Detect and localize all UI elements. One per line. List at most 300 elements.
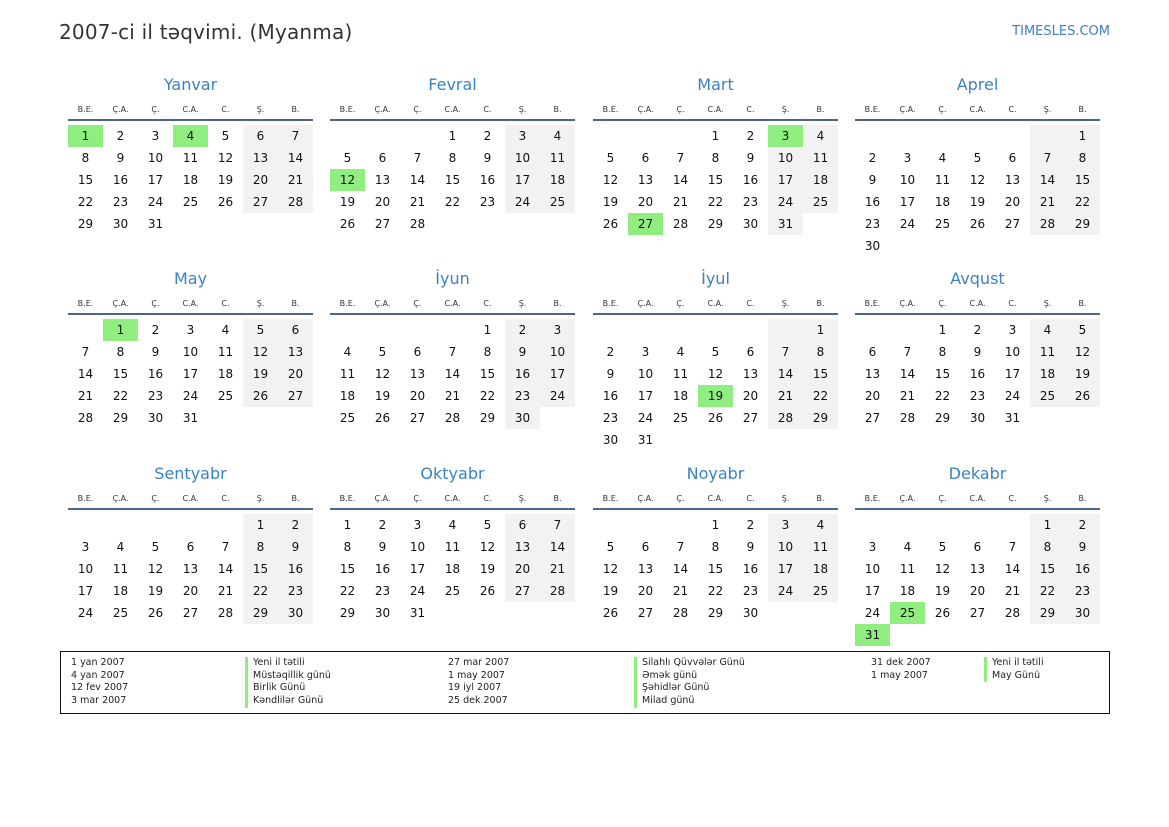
legend-holiday-name: Milad günü [634, 695, 745, 708]
empty-day-cell [803, 213, 838, 235]
day-cell: 26 [374, 411, 391, 425]
day-cell: 26 [243, 385, 278, 407]
day-cell: 14 [768, 363, 803, 385]
day-cell: 6 [413, 345, 422, 359]
day-cell: 27 [864, 411, 881, 425]
day-cell: 12 [934, 562, 951, 576]
day-cell: 14 [77, 367, 94, 381]
day-cell: 4 [221, 323, 230, 337]
day-cell: 13 [742, 367, 759, 381]
weekday-label: Ş. [781, 494, 790, 503]
day-cell: 6 [278, 319, 313, 341]
day-cell: 20 [1004, 195, 1021, 209]
day-cell: 23 [969, 389, 986, 403]
weekday-label: Ç. [151, 494, 160, 503]
day-cell: 11 [444, 540, 461, 554]
empty-day-cell [173, 213, 208, 235]
day-cell: 23 [278, 580, 313, 602]
day-cell: 6 [746, 345, 755, 359]
day-cell: 18 [934, 195, 951, 209]
weekday-label: Ş. [256, 105, 265, 114]
day-cell: 28 [217, 606, 234, 620]
legend-name-column [634, 657, 745, 708]
empty-day-cell [628, 319, 663, 341]
empty-day-cell [330, 319, 365, 341]
legend-date: 25 dek 2007 [448, 695, 508, 707]
day-cell: 29 [803, 407, 838, 429]
empty-day-cell [1065, 624, 1100, 646]
day-cell: 5 [938, 540, 947, 554]
day-cell: 31 [409, 606, 426, 620]
day-cell: 16 [602, 389, 619, 403]
weekday-header [68, 299, 313, 313]
day-cell: 10 [540, 341, 575, 363]
day-cell: 20 [969, 584, 986, 598]
day-cell: 23 [742, 584, 759, 598]
day-cell: 20 [637, 584, 654, 598]
day-cell: 15 [77, 173, 94, 187]
legend-holiday-name: Silahlı Qüvvələr Günü [634, 657, 745, 670]
legend-holiday-name: Əmək günü [634, 670, 745, 683]
day-cell: 25 [217, 389, 234, 403]
day-cell: 1 [711, 518, 720, 532]
day-cell: 4 [540, 125, 575, 147]
day-cell: 4 [1030, 319, 1065, 341]
day-cell: 17 [899, 195, 916, 209]
day-cell: 6 [1008, 151, 1017, 165]
weekday-label: Ç.A. [637, 105, 654, 114]
day-cell: 8 [483, 345, 492, 359]
day-cell: 5 [606, 151, 615, 165]
empty-day-cell [278, 407, 313, 429]
weekday-label: Ç.A. [112, 299, 129, 308]
weekday-label: B.E. [339, 494, 356, 503]
day-cell: 26 [147, 606, 164, 620]
day-cell: 27 [505, 580, 540, 602]
weekday-header [855, 494, 1100, 508]
day-cell: 22 [803, 385, 838, 407]
day-cell: 5 [243, 319, 278, 341]
month-block [68, 74, 313, 235]
month-block [593, 268, 838, 451]
weekday-label: B.E. [864, 105, 881, 114]
weekday-label: B.E. [77, 494, 94, 503]
day-cell: 1 [448, 129, 457, 143]
empty-day-cell [663, 514, 698, 536]
legend-date: 27 mar 2007 [448, 657, 510, 668]
empty-day-cell [890, 624, 925, 646]
weekday-label: Ç. [151, 299, 160, 308]
day-cell: 14 [278, 147, 313, 169]
weekday-label: B. [816, 299, 825, 308]
empty-day-cell [278, 213, 313, 235]
day-cell: 3 [768, 514, 803, 536]
day-cell: 14 [1004, 562, 1021, 576]
day-cell: 15 [339, 562, 356, 576]
day-cell: 12 [707, 367, 724, 381]
day-cell: 24 [505, 191, 540, 213]
weekday-label: B. [816, 494, 825, 503]
day-cell: 19 [479, 562, 496, 576]
month-block [593, 463, 838, 624]
empty-day-cell [960, 125, 995, 147]
day-cell: 12 [602, 562, 619, 576]
day-cell: 10 [409, 540, 426, 554]
weekday-label: Ç.A. [637, 494, 654, 503]
day-cell: 14 [672, 173, 689, 187]
weekday-label: B.E. [602, 494, 619, 503]
day-cell: 9 [746, 151, 755, 165]
day-cell: 16 [1065, 558, 1100, 580]
day-cell: 5 [1065, 319, 1100, 341]
legend-date: 19 iyl 2007 [448, 682, 502, 694]
days-grid [855, 125, 1100, 257]
weekday-label: C. [1008, 299, 1017, 308]
page-title: 2007-ci il təqvimi. (Myanma) [59, 20, 353, 44]
day-cell: 29 [112, 411, 129, 425]
day-cell: 2 [868, 151, 877, 165]
weekday-label: C. [746, 494, 755, 503]
day-cell: 2 [973, 323, 982, 337]
day-cell: 7 [81, 345, 90, 359]
empty-day-cell [698, 429, 733, 451]
legend-date-column [71, 657, 128, 708]
day-cell: 7 [903, 345, 912, 359]
day-cell: 23 [147, 389, 164, 403]
day-cell: 24 [147, 195, 164, 209]
day-cell: 2 [1065, 514, 1100, 536]
day-cell: 30 [147, 411, 164, 425]
day-cell: 22 [707, 195, 724, 209]
day-cell: 20 [637, 195, 654, 209]
day-cell: 18 [182, 173, 199, 187]
weekday-label: Ç. [676, 494, 685, 503]
day-cell: 22 [444, 195, 461, 209]
day-cell: 22 [1065, 191, 1100, 213]
empty-day-cell [505, 213, 540, 235]
weekday-header [593, 494, 838, 508]
day-cell: 26 [602, 217, 619, 231]
empty-day-cell [995, 624, 1030, 646]
day-cell: 25 [182, 195, 199, 209]
day-cell: 22 [1030, 580, 1065, 602]
weekday-label: C.A. [182, 105, 199, 114]
day-cell: 11 [540, 147, 575, 169]
day-cell: 9 [746, 540, 755, 554]
day-cell: 7 [1008, 540, 1017, 554]
day-cell: 30 [969, 411, 986, 425]
weekday-label: B. [553, 494, 562, 503]
legend-date: 1 yan 2007 [71, 657, 125, 668]
days-grid [68, 319, 313, 429]
day-cell: 6 [641, 540, 650, 554]
day-cell: 8 [116, 345, 125, 359]
day-cell: 28 [1004, 606, 1021, 620]
day-cell: 14 [217, 562, 234, 576]
day-cell: 2 [116, 129, 125, 143]
day-cell: 14 [540, 536, 575, 558]
weekday-label: Ş. [1043, 494, 1052, 503]
day-cell: 10 [864, 562, 881, 576]
empty-day-cell [890, 514, 925, 536]
day-cell: 7 [413, 151, 422, 165]
days-grid [68, 514, 313, 624]
day-cell: 15 [1030, 558, 1065, 580]
empty-day-cell [138, 514, 173, 536]
day-cell: 20 [505, 558, 540, 580]
day-cell: 20 [742, 389, 759, 403]
day-cell: 2 [746, 518, 755, 532]
day-cell: 4 [448, 518, 457, 532]
day-cell: 8 [243, 536, 278, 558]
legend-date-column [448, 657, 509, 708]
day-cell: 18 [112, 584, 129, 598]
day-cell: 7 [1030, 147, 1065, 169]
day-cell: 13 [505, 536, 540, 558]
day-cell: 5 [711, 345, 720, 359]
month-name: Mart [697, 75, 734, 94]
day-cell: 18 [672, 389, 689, 403]
day-cell: 7 [221, 540, 230, 554]
day-cell: 29 [707, 606, 724, 620]
empty-day-cell [593, 125, 628, 147]
weekday-label: Ç.A. [899, 494, 916, 503]
empty-day-cell [768, 602, 803, 624]
day-cell: 9 [606, 367, 615, 381]
day-cell: 3 [540, 319, 575, 341]
weekday-header [855, 105, 1100, 119]
weekday-label: Ş. [1043, 105, 1052, 114]
day-cell: 21 [77, 389, 94, 403]
month-block [855, 463, 1100, 646]
day-cell: 11 [803, 147, 838, 169]
day-cell: 27 [278, 385, 313, 407]
weekday-label: Ç. [413, 494, 422, 503]
day-cell: 20 [374, 195, 391, 209]
weekday-label: Ç.A. [112, 105, 129, 114]
day-cell: 1 [243, 514, 278, 536]
weekday-label: C. [1008, 105, 1017, 114]
weekday-label: Ç.A. [374, 299, 391, 308]
day-cell: 2 [606, 345, 615, 359]
empty-day-cell [960, 624, 995, 646]
days-grid [330, 514, 575, 624]
day-cell: 7 [676, 540, 685, 554]
day-cell: 26 [969, 217, 986, 231]
day-cell: 16 [969, 367, 986, 381]
day-cell: 19 [217, 173, 234, 187]
day-cell: 3 [186, 323, 195, 337]
empty-day-cell [698, 319, 733, 341]
day-cell: 20 [864, 389, 881, 403]
day-cell: 15 [934, 367, 951, 381]
day-cell: 5 [973, 151, 982, 165]
weekday-header [330, 494, 575, 508]
day-cell: 12 [147, 562, 164, 576]
empty-day-cell [1065, 407, 1100, 429]
empty-day-cell [960, 514, 995, 536]
day-cell: 13 [864, 367, 881, 381]
legend-date: 31 dek 2007 [871, 657, 931, 668]
day-cell: 9 [505, 341, 540, 363]
day-cell: 13 [637, 562, 654, 576]
day-cell: 11 [899, 562, 916, 576]
days-grid [330, 125, 575, 235]
day-cell: 18 [1030, 363, 1065, 385]
day-cell: 15 [112, 367, 129, 381]
weekday-label: B.E. [339, 299, 356, 308]
day-cell: 17 [77, 584, 94, 598]
day-cell: 20 [409, 389, 426, 403]
day-cell: 6 [243, 125, 278, 147]
weekday-label: C.A. [969, 105, 986, 114]
day-cell: 20 [182, 584, 199, 598]
day-cell: 3 [505, 125, 540, 147]
day-cell: 28 [672, 217, 689, 231]
day-cell: 12 [479, 540, 496, 554]
weekday-header [855, 299, 1100, 313]
empty-day-cell [995, 514, 1030, 536]
empty-day-cell [435, 319, 470, 341]
empty-day-cell [925, 125, 960, 147]
empty-day-cell [733, 429, 768, 451]
day-cell: 5 [151, 540, 160, 554]
day-cell: 30 [742, 606, 759, 620]
day-cell: 3 [1008, 323, 1017, 337]
day-cell: 12 [217, 151, 234, 165]
day-cell: 13 [1004, 173, 1021, 187]
day-cell: 7 [448, 345, 457, 359]
day-cell: 31 [182, 411, 199, 425]
day-cell: 4 [803, 514, 838, 536]
day-cell: 17 [768, 169, 803, 191]
day-cell: 29 [77, 217, 94, 231]
day-cell: 16 [147, 367, 164, 381]
day-cell: 21 [672, 195, 689, 209]
weekday-label: Ş. [518, 494, 527, 503]
day-cell: 18 [217, 367, 234, 381]
day-cell: 8 [938, 345, 947, 359]
empty-day-cell [768, 429, 803, 451]
day-cell: 10 [182, 345, 199, 359]
empty-day-cell [995, 235, 1030, 257]
empty-day-cell [1030, 407, 1065, 429]
day-cell: 8 [711, 540, 720, 554]
weekday-label: C. [483, 299, 492, 308]
empty-day-cell [855, 319, 890, 341]
holiday-day-cell: 19 [698, 385, 733, 407]
month-block [855, 74, 1100, 257]
header-rule [855, 119, 1100, 121]
day-cell: 6 [505, 514, 540, 536]
day-cell: 9 [483, 151, 492, 165]
day-cell: 26 [602, 606, 619, 620]
empty-day-cell [243, 213, 278, 235]
weekday-label: C. [221, 494, 230, 503]
day-cell: 17 [1004, 367, 1021, 381]
day-cell: 23 [112, 195, 129, 209]
legend-date: 1 may 2007 [871, 669, 928, 681]
legend-date: 4 yan 2007 [71, 669, 125, 681]
day-cell: 14 [409, 173, 426, 187]
weekday-label: C. [483, 494, 492, 503]
holiday-day-cell: 1 [103, 319, 138, 341]
month-name: Oktyabr [420, 464, 485, 483]
day-cell: 15 [479, 367, 496, 381]
day-cell: 18 [803, 169, 838, 191]
day-cell: 21 [278, 169, 313, 191]
legend-holiday-name: Yeni il tətili [984, 657, 1044, 670]
day-cell: 30 [742, 217, 759, 231]
day-cell: 8 [1065, 147, 1100, 169]
day-cell: 30 [505, 407, 540, 429]
weekday-label: B.E. [77, 105, 94, 114]
holiday-day-cell: 4 [173, 125, 208, 147]
day-cell: 17 [409, 562, 426, 576]
day-cell: 15 [707, 173, 724, 187]
day-cell: 3 [903, 151, 912, 165]
day-cell: 5 [606, 540, 615, 554]
day-cell: 14 [672, 562, 689, 576]
day-cell: 20 [278, 363, 313, 385]
empty-day-cell [925, 624, 960, 646]
brand-link[interactable]: TIMESLES.COM [1012, 24, 1110, 39]
empty-day-cell [1030, 125, 1065, 147]
holiday-legend [60, 651, 1110, 714]
day-cell: 3 [868, 540, 877, 554]
header-rule [330, 313, 575, 315]
day-cell: 11 [112, 562, 129, 576]
weekday-label: B. [1078, 105, 1087, 114]
day-cell: 22 [707, 584, 724, 598]
weekday-label: Ç.A. [374, 105, 391, 114]
day-cell: 22 [112, 389, 129, 403]
day-cell: 27 [374, 217, 391, 231]
day-cell: 1 [1030, 514, 1065, 536]
empty-day-cell [173, 514, 208, 536]
empty-day-cell [803, 429, 838, 451]
day-cell: 3 [641, 345, 650, 359]
day-cell: 6 [641, 151, 650, 165]
day-cell: 6 [186, 540, 195, 554]
day-cell: 18 [803, 558, 838, 580]
day-cell: 7 [768, 341, 803, 363]
day-cell: 2 [378, 518, 387, 532]
weekday-label: Ç. [676, 105, 685, 114]
empty-day-cell [768, 319, 803, 341]
month-block [330, 463, 575, 624]
day-cell: 2 [483, 129, 492, 143]
weekday-label: Ç. [938, 299, 947, 308]
empty-day-cell [890, 319, 925, 341]
day-cell: 29 [707, 217, 724, 231]
day-cell: 12 [602, 173, 619, 187]
weekday-header [330, 105, 575, 119]
day-cell: 7 [278, 125, 313, 147]
days-grid [330, 319, 575, 429]
weekday-label: Ş. [1043, 299, 1052, 308]
day-cell: 18 [444, 562, 461, 576]
day-cell: 10 [77, 562, 94, 576]
weekday-header [68, 494, 313, 508]
day-cell: 31 [768, 213, 803, 235]
day-cell: 24 [637, 411, 654, 425]
weekday-label: Ç.A. [112, 494, 129, 503]
day-cell: 17 [147, 173, 164, 187]
weekday-header [68, 105, 313, 119]
weekday-label: Ç.A. [637, 299, 654, 308]
month-block [330, 74, 575, 235]
